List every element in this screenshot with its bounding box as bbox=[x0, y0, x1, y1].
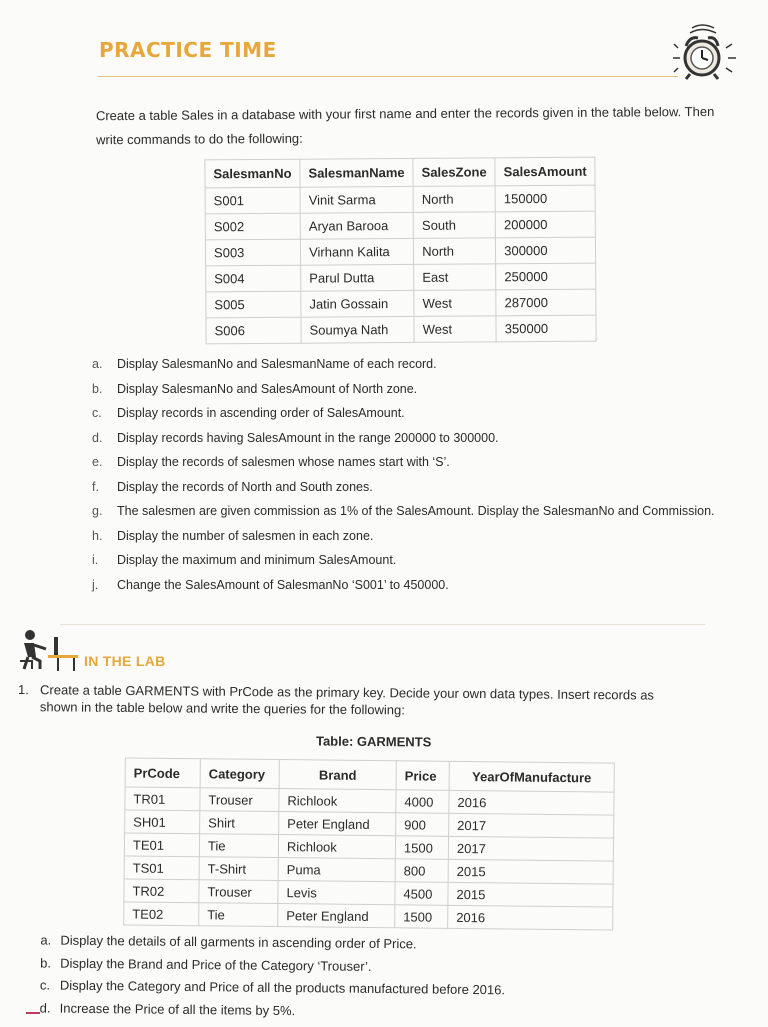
table-cell: West bbox=[414, 290, 496, 317]
table-cell: TR02 bbox=[124, 879, 199, 903]
person-at-computer-icon bbox=[18, 627, 80, 671]
table-cell: 1500 bbox=[395, 905, 448, 929]
table-row bbox=[205, 237, 595, 266]
item-text: Display the Category and Price of all the products manufactured before 2016. bbox=[59, 977, 506, 998]
table-cell: 2015 bbox=[448, 859, 613, 884]
item-text: Display the number of salesmen in each zone. bbox=[117, 528, 374, 543]
table-cell: 200000 bbox=[495, 211, 595, 238]
item-text: Display SalesmanNo and SalesmanName of each record. bbox=[117, 357, 437, 371]
item-letter: j. bbox=[92, 577, 99, 592]
table-cell: South bbox=[413, 212, 495, 239]
list-item bbox=[92, 426, 752, 451]
column-header: PrCode bbox=[125, 758, 200, 788]
table-cell: North bbox=[413, 186, 495, 213]
table-cell: 2017 bbox=[449, 813, 614, 838]
table-cell: S003 bbox=[205, 239, 300, 266]
table-cell: TR01 bbox=[125, 787, 200, 811]
column-header: Brand bbox=[279, 760, 396, 790]
item-text: Increase the Price of all the items by 5%. bbox=[59, 1000, 296, 1018]
table-cell: Richlook bbox=[278, 835, 395, 859]
question-line: Create a table GARMENTS with PrCode as the primary key. Decide your own data types. Insert records as bbox=[40, 682, 655, 703]
table-cell: 250000 bbox=[496, 263, 596, 290]
table-cell: Aryan Barooa bbox=[300, 212, 413, 239]
table-cell: Levis bbox=[278, 881, 395, 905]
list-item bbox=[92, 377, 752, 402]
item-letter: a. bbox=[92, 357, 103, 371]
column-header: SalesZone bbox=[413, 158, 495, 187]
item-letter: d. bbox=[39, 999, 51, 1016]
table-header-row bbox=[205, 157, 595, 188]
table-cell: S006 bbox=[206, 317, 301, 344]
item-letter: g. bbox=[92, 504, 103, 518]
table-cell: S004 bbox=[206, 265, 301, 292]
table-cell: 2015 bbox=[448, 882, 613, 907]
table-cell: T-Shirt bbox=[199, 857, 278, 881]
table-cell: 2016 bbox=[448, 905, 613, 930]
item-text: Display records having SalesAmount in the range 200000 to 300000. bbox=[117, 430, 499, 445]
intro-paragraph: Create a table Sales in a database with your first name and enter the records given in the table below. Then write commands to do the following: bbox=[95, 103, 715, 148]
table-cell: Shirt bbox=[200, 811, 279, 835]
item-letter: d. bbox=[92, 430, 103, 445]
table-cell: Parul Dutta bbox=[301, 264, 414, 291]
table-caption: Table: GARMENTS bbox=[315, 733, 432, 750]
item-text: Display SalesmanNo and SalesAmount of North zone. bbox=[117, 381, 418, 396]
table-cell: Soumya Nath bbox=[301, 316, 414, 343]
header-divider bbox=[98, 76, 678, 77]
question-list bbox=[92, 352, 752, 597]
table-cell: 2017 bbox=[448, 836, 613, 861]
list-item bbox=[92, 401, 752, 426]
column-header: SalesAmount bbox=[495, 157, 595, 186]
item-letter: b. bbox=[40, 954, 52, 971]
table-row bbox=[206, 289, 596, 318]
item-text: Display the records of North and South zones. bbox=[117, 479, 373, 494]
item-text: Display the details of all garments in ascending order of Price. bbox=[60, 932, 417, 952]
item-letter: f. bbox=[92, 479, 99, 494]
table-cell: TS01 bbox=[124, 856, 199, 880]
table-cell: 2016 bbox=[449, 790, 614, 815]
column-header: Category bbox=[200, 759, 279, 789]
question-line: shown in the table below and write the queries for the following: bbox=[39, 699, 405, 718]
item-text: Change the SalesAmount of SalesmanNo ‘S001’ to 450000. bbox=[117, 577, 449, 592]
table-cell: 300000 bbox=[496, 237, 596, 264]
list-item bbox=[92, 475, 752, 500]
table-cell: 4500 bbox=[395, 882, 448, 906]
table-cell: North bbox=[414, 238, 496, 265]
column-header: Price bbox=[396, 761, 449, 791]
table-row bbox=[205, 211, 595, 240]
garments-table bbox=[123, 757, 615, 930]
list-item bbox=[92, 573, 752, 598]
table-cell: Tie bbox=[199, 903, 278, 927]
table-cell: East bbox=[414, 264, 496, 291]
item-text: Display records in ascending order of SalesAmount. bbox=[117, 406, 405, 420]
lab-question bbox=[18, 681, 698, 721]
table-row bbox=[206, 263, 596, 292]
table-cell: TE01 bbox=[124, 833, 199, 857]
lab-divider bbox=[60, 624, 705, 625]
column-header: YearOfManufacture bbox=[449, 761, 614, 792]
table-row bbox=[124, 902, 613, 930]
table-cell: Peter England bbox=[279, 812, 396, 836]
table-cell: 287000 bbox=[496, 289, 596, 316]
sales-table bbox=[204, 157, 597, 345]
list-item bbox=[92, 499, 752, 524]
list-item bbox=[92, 524, 752, 549]
table-cell: Peter England bbox=[278, 904, 395, 928]
table-cell: 800 bbox=[395, 859, 448, 883]
table-cell: Jatin Gossain bbox=[301, 290, 414, 317]
table-cell: Richlook bbox=[279, 789, 396, 813]
table-cell: Trouser bbox=[199, 880, 278, 904]
item-letter: a. bbox=[40, 932, 52, 948]
table-cell: Puma bbox=[278, 858, 395, 882]
pen-mark bbox=[26, 1012, 40, 1014]
list-item bbox=[92, 548, 752, 573]
table-cell: SH01 bbox=[125, 810, 200, 834]
table-cell: 900 bbox=[396, 813, 449, 837]
alarm-clock-icon bbox=[672, 22, 740, 82]
table-cell: S005 bbox=[206, 291, 301, 318]
table-cell: S002 bbox=[205, 213, 300, 240]
item-letter: e. bbox=[92, 455, 103, 469]
list-item bbox=[92, 352, 752, 377]
lab-section-title: IN THE LAB bbox=[84, 653, 166, 669]
table-cell: 350000 bbox=[496, 315, 596, 342]
table-cell: Tie bbox=[199, 834, 278, 858]
table-cell: Virhann Kalita bbox=[300, 238, 413, 265]
table-cell: Trouser bbox=[200, 788, 279, 812]
item-letter: i. bbox=[92, 553, 99, 567]
item-text: Display the records of salesmen whose names start with ‘S’. bbox=[117, 455, 450, 469]
lab-question-list bbox=[40, 929, 721, 1026]
column-header: SalesmanName bbox=[300, 158, 413, 187]
item-text: The salesmen are given commission as 1% of the SalesAmount. Display the SalesmanNo and Commission. bbox=[117, 504, 715, 518]
table-cell: S001 bbox=[205, 187, 300, 214]
item-letter: c. bbox=[92, 406, 102, 420]
list-item bbox=[92, 450, 752, 475]
table-cell: 4000 bbox=[396, 790, 449, 814]
table-cell: TE02 bbox=[124, 902, 199, 926]
table-row bbox=[206, 315, 596, 344]
table-cell: Vinit Sarma bbox=[300, 186, 413, 213]
table-cell: 150000 bbox=[495, 185, 595, 212]
item-text: Display the maximum and minimum SalesAmount. bbox=[117, 553, 397, 567]
item-letter: h. bbox=[92, 528, 103, 543]
table-cell: West bbox=[414, 316, 496, 343]
column-header: SalesmanNo bbox=[205, 159, 300, 188]
item-letter: c. bbox=[39, 977, 51, 993]
item-text: Display the Brand and Price of the Category ‘Trouser’. bbox=[60, 955, 372, 974]
table-row bbox=[205, 185, 595, 214]
table-cell: 1500 bbox=[395, 836, 448, 860]
item-letter: b. bbox=[92, 381, 103, 396]
section-title: PRACTICE TIME bbox=[99, 38, 277, 62]
question-number: 1. bbox=[18, 682, 29, 698]
